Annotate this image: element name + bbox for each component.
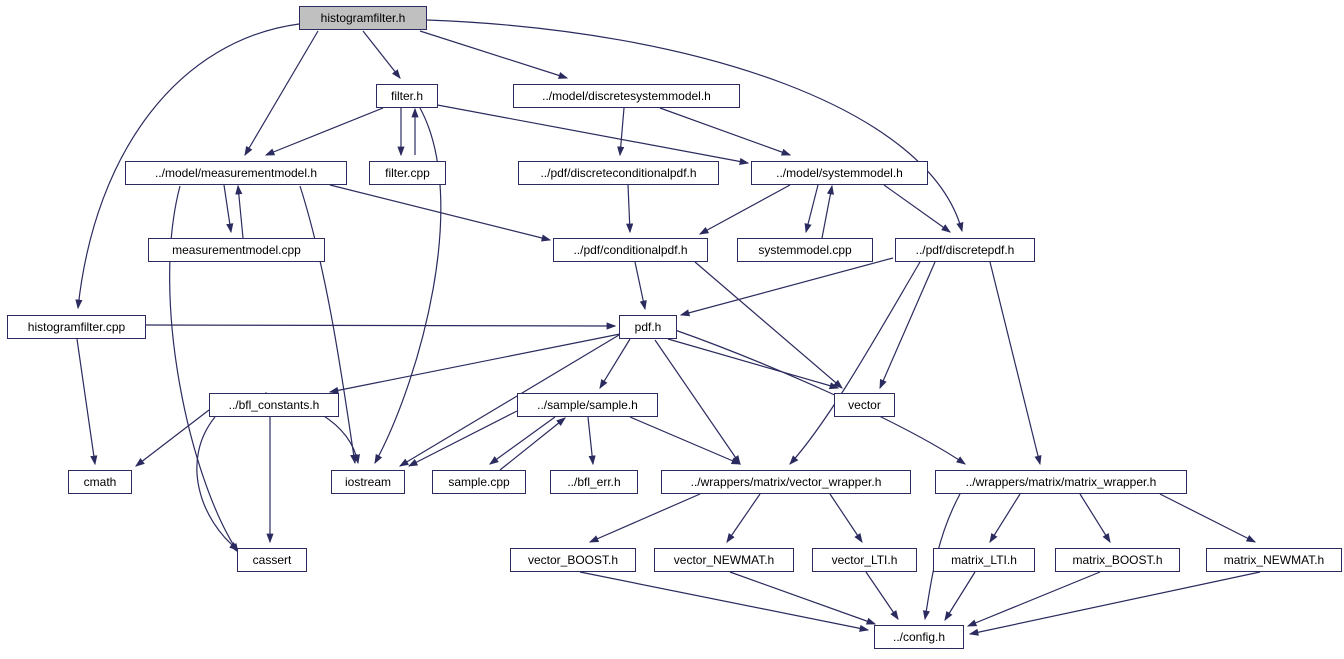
node-bfl-err-h[interactable] <box>550 470 638 494</box>
node-cmath[interactable] <box>68 470 132 494</box>
node-label: ../sample/sample.h <box>537 398 638 412</box>
node-measurementmodel-h[interactable] <box>125 161 347 185</box>
node-histogramfilter-h[interactable] <box>299 6 427 30</box>
node-vector[interactable] <box>834 393 895 417</box>
node-label: ../config.h <box>892 630 946 644</box>
node-histogramfilter-cpp[interactable] <box>7 315 146 339</box>
node-label: filter.h <box>390 89 423 103</box>
node-label: vector_LTI.h <box>831 553 898 567</box>
node-label: ../bfl_err.h <box>567 475 621 489</box>
node-label: vector <box>848 398 881 412</box>
node-label: ../wrappers/matrix/matrix_wrapper.h <box>965 475 1157 489</box>
node-matrix-wrapper-h[interactable] <box>935 470 1187 494</box>
node-label: measurementmodel.cpp <box>172 243 301 257</box>
node-label: vector_BOOST.h <box>527 553 619 567</box>
node-label: matrix_NEWMAT.h <box>1223 553 1325 567</box>
node-label: ../model/measurementmodel.h <box>154 166 318 180</box>
node-label: ../wrappers/matrix/vector_wrapper.h <box>690 475 882 489</box>
node-label: ../pdf/discreteconditionalpdf.h <box>540 166 697 180</box>
node-label: cmath <box>83 475 117 489</box>
node-vector-boost-h[interactable] <box>510 548 636 572</box>
node-label: ../model/discretesystemmodel.h <box>542 89 711 103</box>
node-label: matrix_LTI.h <box>951 553 1017 567</box>
node-label: histogramfilter.cpp <box>27 320 126 334</box>
node-label: systemmodel.cpp <box>758 243 852 257</box>
node-label: cassert <box>252 553 292 567</box>
node-vector-newmat-h[interactable] <box>654 548 794 572</box>
node-label: filter.cpp <box>385 166 430 180</box>
node-cassert[interactable] <box>237 548 307 572</box>
node-config-h[interactable] <box>874 625 964 649</box>
node-pdf-h[interactable] <box>619 315 677 339</box>
node-label: ../bfl_constants.h <box>228 398 320 412</box>
node-label: histogramfilter.h <box>320 11 406 25</box>
node-bfl-constants-h[interactable] <box>209 393 339 417</box>
node-label: ../pdf/conditionalpdf.h <box>573 243 688 257</box>
node-label: iostream <box>344 475 391 489</box>
node-sample-h[interactable] <box>517 393 658 417</box>
node-vector-lti-h[interactable] <box>812 548 917 572</box>
node-matrix-newmat-h[interactable] <box>1206 548 1342 572</box>
node-label: vector_NEWMAT.h <box>673 553 775 567</box>
node-label: ../pdf/discretepdf.h <box>915 243 1015 257</box>
node-filter-cpp[interactable] <box>369 161 446 185</box>
node-sample-cpp[interactable] <box>432 470 526 494</box>
node-measurementmodel-cpp[interactable] <box>148 238 325 262</box>
node-systemmodel-h[interactable] <box>751 161 928 185</box>
node-matrix-lti-h[interactable] <box>933 548 1035 572</box>
node-conditionalpdf-h[interactable] <box>553 238 708 262</box>
node-discreteconditionalpdf-h[interactable] <box>518 161 719 185</box>
node-systemmodel-cpp[interactable] <box>737 238 873 262</box>
node-iostream[interactable] <box>331 470 405 494</box>
node-discretesystemmodel-h[interactable] <box>513 84 740 108</box>
node-label: pdf.h <box>634 320 662 334</box>
node-discretepdf-h[interactable] <box>895 238 1035 262</box>
node-filter-h[interactable] <box>376 84 438 108</box>
node-matrix-boost-h[interactable] <box>1055 548 1180 572</box>
node-vector-wrapper-h[interactable] <box>661 470 911 494</box>
node-label: matrix_BOOST.h <box>1072 553 1163 567</box>
node-label: ../model/systemmodel.h <box>776 166 903 180</box>
node-label: sample.cpp <box>448 475 510 489</box>
